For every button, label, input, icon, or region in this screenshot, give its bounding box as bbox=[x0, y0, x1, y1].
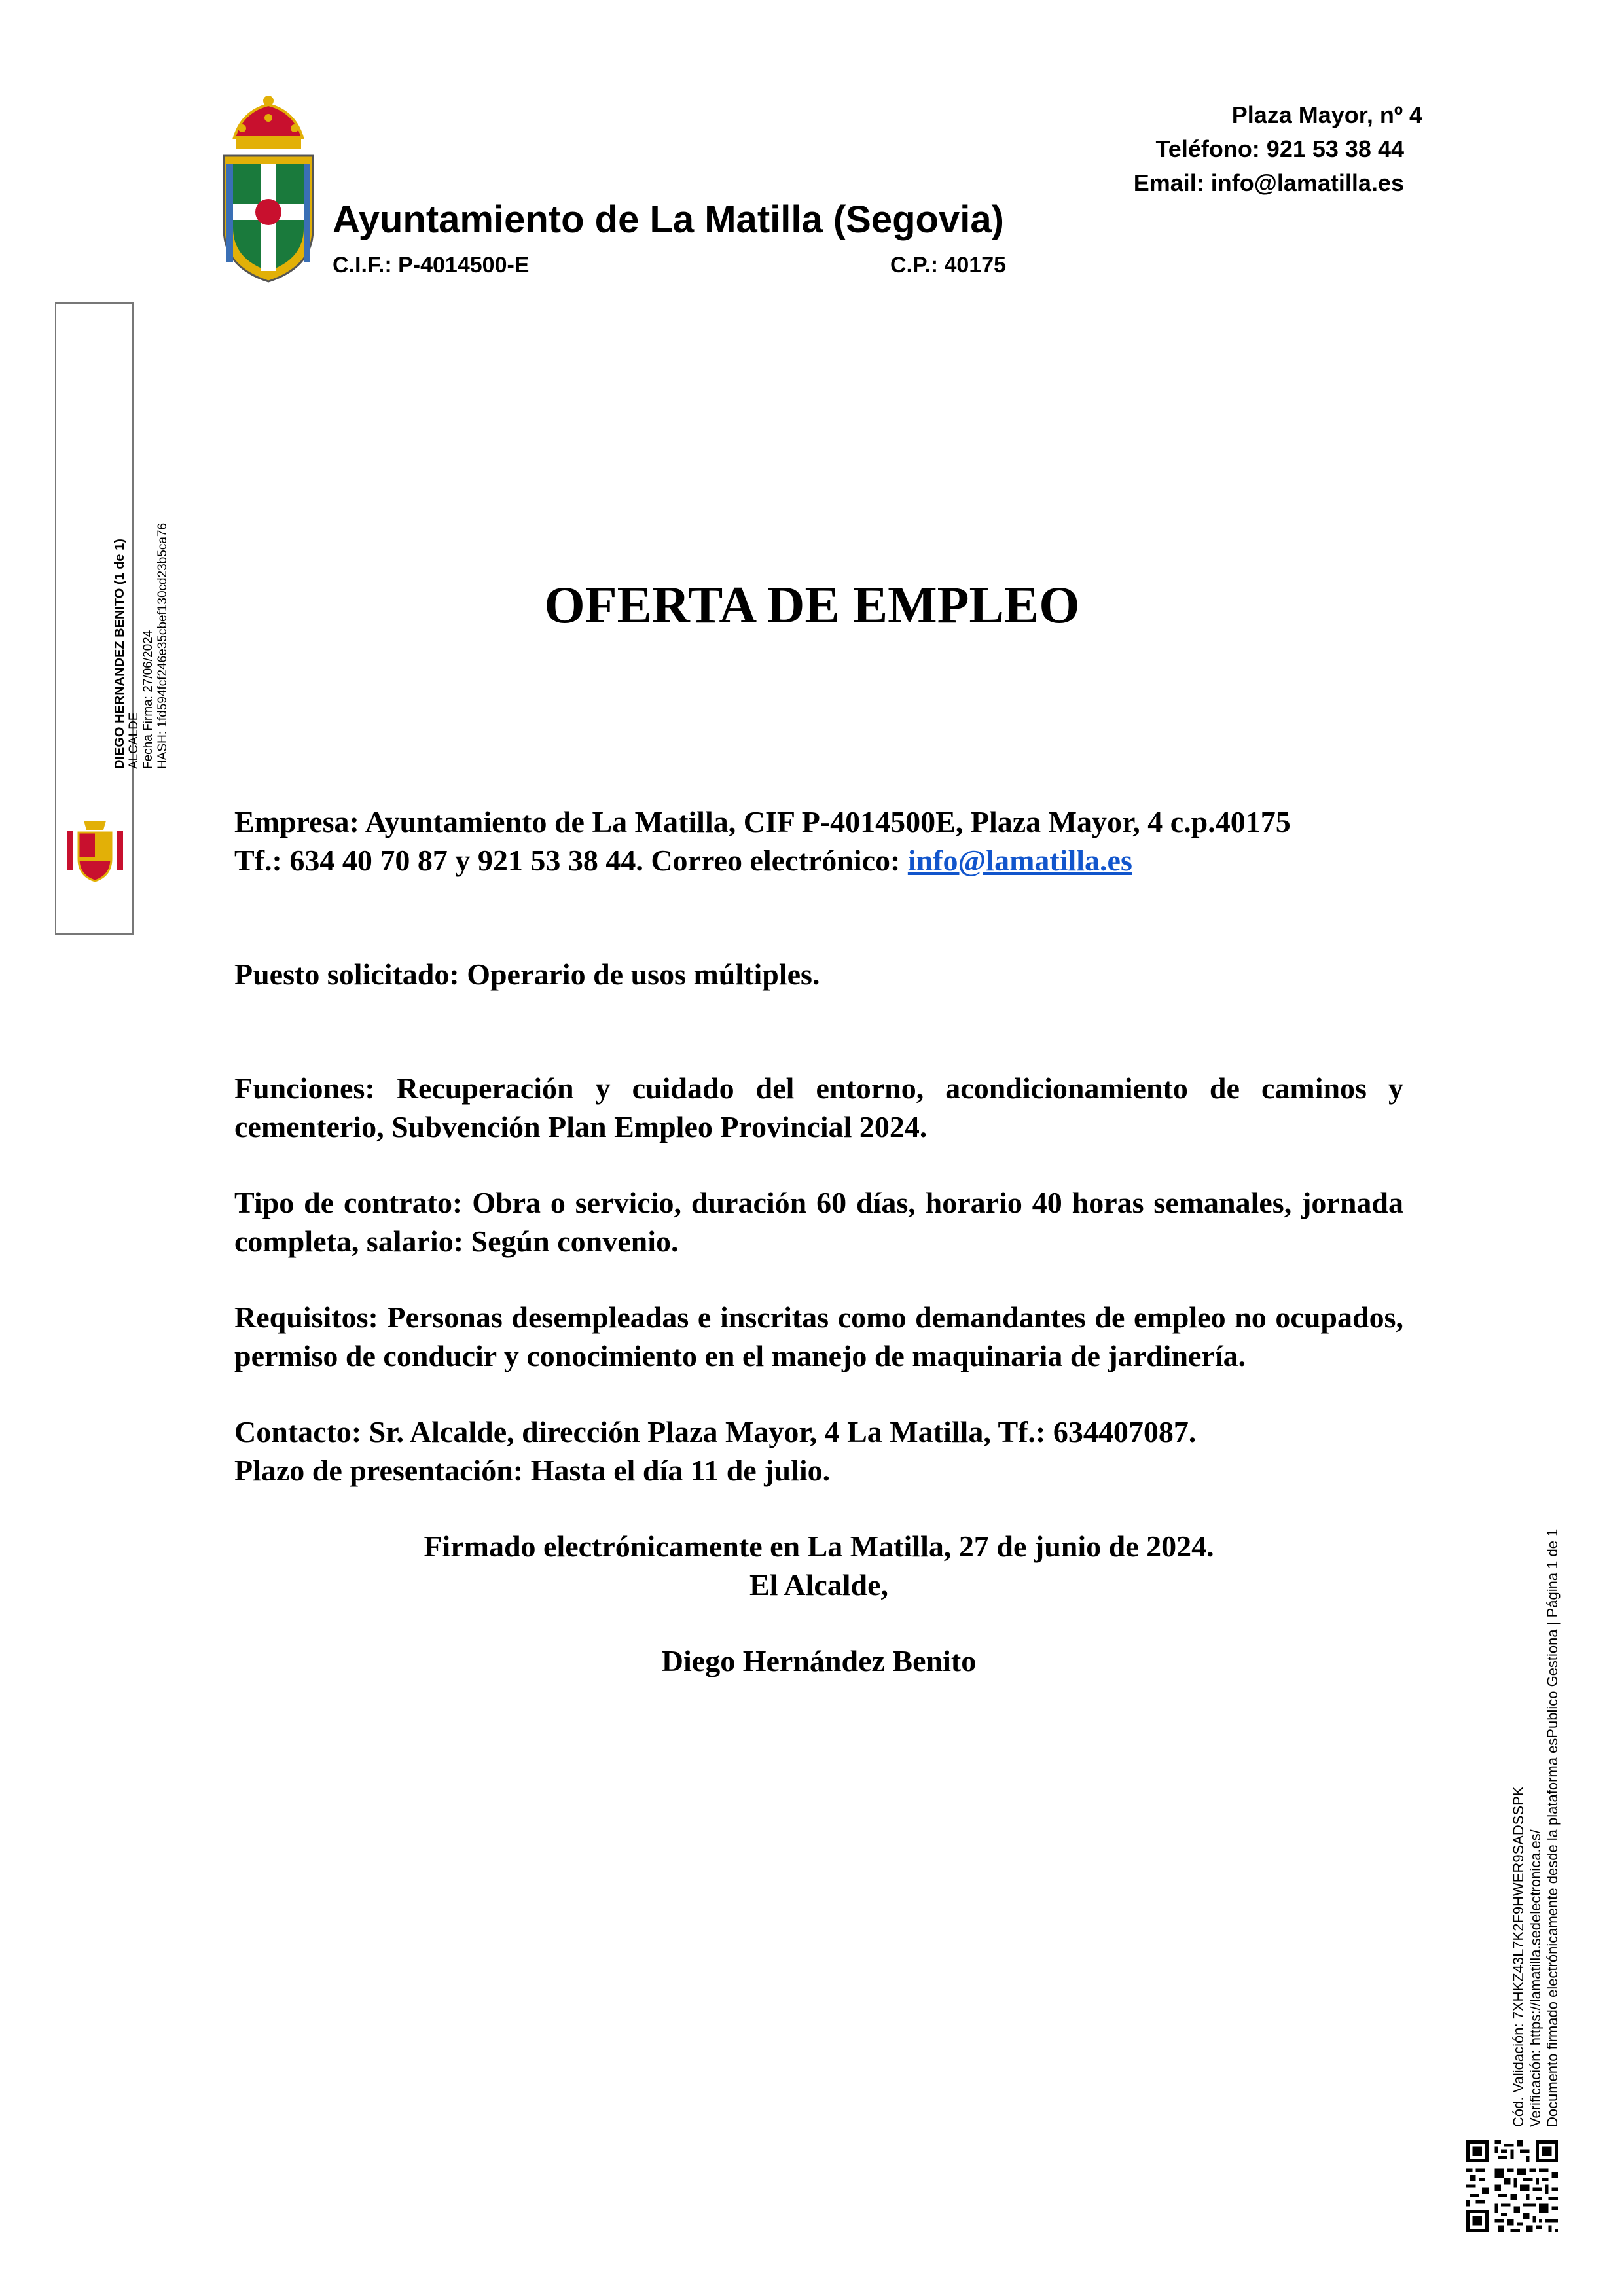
org-contact-block bbox=[1134, 98, 1422, 200]
signature-role: ALCALDE bbox=[127, 712, 141, 769]
org-cif: C.I.F.: P-4014500-E bbox=[333, 253, 530, 278]
email-link[interactable]: info@lamatilla.es bbox=[907, 844, 1132, 877]
empresa-line: Empresa: Ayuntamiento de La Matilla, CIF P-4014500E, Plaza Mayor, 4 c.p.40175 bbox=[234, 805, 1291, 838]
municipal-crest-logo bbox=[216, 92, 321, 288]
org-name: Ayuntamiento de La Matilla (Segovia) bbox=[333, 198, 1004, 241]
document-title: OFERTA DE EMPLEO bbox=[544, 577, 1080, 634]
spain-coat-of-arms-icon bbox=[64, 818, 126, 884]
signature-hash: HASH: 1fd594fcf246e35cbef130cd23b5ca76 bbox=[156, 522, 170, 769]
document-body bbox=[234, 802, 1403, 1680]
signer-name: Diego Hernández Benito bbox=[661, 1644, 977, 1677]
funciones-paragraph: Funciones: Recuperación y cuidado del entorno, acondicionamiento de caminos y cementerio, Subvención Plan Empleo Provincial 2024. bbox=[234, 1071, 1403, 1143]
requisitos-paragraph: Requisitos: Personas desempleadas e inscritas como demandantes de empleo no ocupados, permiso de conducir y conocimiento en el manejo de maquinaria de jardinería. bbox=[234, 1300, 1403, 1372]
org-postal-code: C.P.: 40175 bbox=[890, 253, 1007, 278]
verification-code: Cód. Validación: 7XHKZ43L7K2F9HWER9SADSSPK bbox=[1510, 1786, 1526, 2127]
org-phone: Teléfono: 921 53 38 44 bbox=[1155, 135, 1404, 162]
verification-platform: Documento firmado electrónicamente desde la plataforma esPublico Gestiona | Página 1 de 1 bbox=[1544, 1528, 1561, 2127]
contrato-paragraph: Tipo de contrato: Obra o servicio, duración 60 días, horario 40 horas semanales, jornada completa, salario: Según convenio. bbox=[234, 1186, 1403, 1258]
telefono-text: Tf.: 634 40 70 87 y 921 53 38 44. Correo electrónico: bbox=[234, 844, 908, 877]
cargo-line: El Alcalde, bbox=[749, 1568, 889, 1602]
signature-signer: DIEGO HERNANDEZ BENITO (1 de 1) bbox=[113, 539, 127, 769]
telefono-line bbox=[234, 841, 1403, 880]
verification-url: Verificación: https://lamatilla.sedelectronica.es/ bbox=[1527, 1829, 1543, 2127]
org-email: Email: info@lamatilla.es bbox=[1133, 170, 1404, 196]
org-address: Plaza Mayor, nº 4 bbox=[1231, 101, 1422, 128]
firmado-line: Firmado electrónicamente en La Matilla, 27 de junio de 2024. bbox=[424, 1530, 1214, 1563]
signature-date: Fecha Firma: 27/06/2024 bbox=[141, 630, 155, 769]
plazo-line: Plazo de presentación: Hasta el día 11 de julio. bbox=[234, 1454, 831, 1487]
puesto-paragraph: Puesto solicitado: Operario de usos múltiples. bbox=[234, 958, 820, 991]
verification-stamp bbox=[1510, 1433, 1561, 2127]
qr-code-icon[interactable] bbox=[1466, 2140, 1558, 2232]
contacto-line: Contacto: Sr. Alcalde, dirección Plaza Mayor, 4 La Matilla, Tf.: 634407087. bbox=[234, 1415, 1197, 1448]
